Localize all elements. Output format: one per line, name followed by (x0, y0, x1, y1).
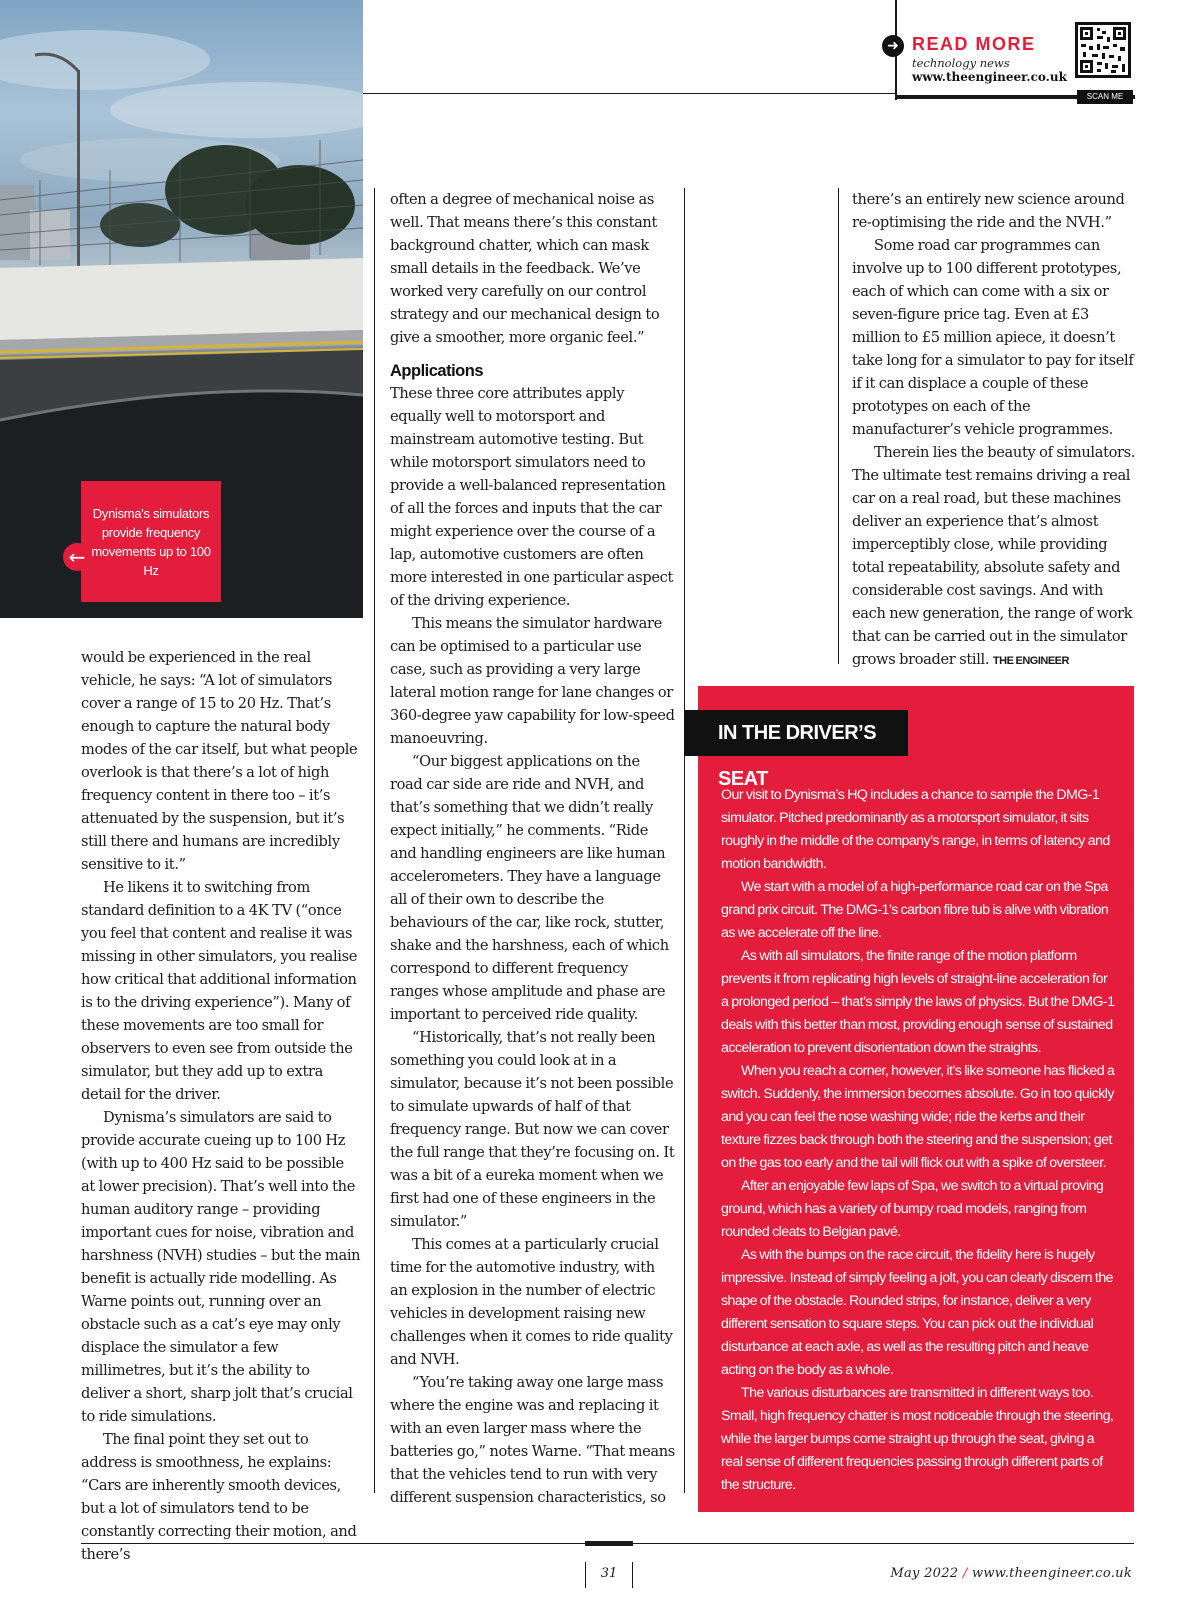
paragraph: “Our biggest applications on the road car side are ride and NVH, and that’s something that we didn’t really expect initially,” he comments. “Ride and handling engineers are like human accelerometers. They have a language all of their own to describe the behaviours of the car, like rock, stutter, shake and the harshness, each of which correspond to different frequency ranges whose amplitude and phase are important to perceived ride quality. (390, 753, 669, 1023)
paragraph (852, 441, 1137, 673)
footer-tab (585, 1541, 633, 1546)
boxout-paragraph: Our visit to Dynisma’s HQ includes a chance to sample the DMG-1 simulator. Pitched predominantly as a motorsport simulator, it sits roughly in the middle of the company’s range, in terms of latency and motion bandwidth. (721, 787, 1110, 872)
paragraph: This comes at a particularly crucial time for the automotive industry, with an explosion in the number of electric vehicles in development raising new challenges when it comes to ride quality and NVH. (390, 1236, 673, 1368)
paragraph: “You’re taking away one large mass where the engine was and replacing it with an even larger mass where the batteries go,” notes Warne. “That means that the vehicles tend to run with very different suspension characteristics, so (390, 1374, 675, 1506)
footer-issue-info (890, 1566, 1132, 1581)
paragraph: These three core attributes apply equally well to motorsport and mainstream automotive testing. But while motorsport simulators need to provide a well-balanced representation of all the forces and inputs that the car might experience over the course of a lap, automotive customers are often more interested in one particular aspect of the driving experience. (390, 385, 674, 609)
issue-date: May 2022 (890, 1566, 959, 1581)
paragraph: there’s an entirely new science around re-optimising the ride and the NVH.” (852, 191, 1125, 231)
photo-caption (81, 481, 221, 602)
boxout-paragraph: As with the bumps on the race circuit, the fidelity here is hugely impressive. Instead of simply feeling a jolt, you can clearly discern the shape of the obstacle. Rounded strips, for instance, deliver a very different sensation to square steps. You can pick out the individual disturbance at each axle, as well as the resulting pitch and heave acting on the body as a whole. (721, 1247, 1114, 1378)
scan-me-label: SCAN ME (1077, 90, 1133, 104)
header-rule (363, 93, 896, 94)
arrow-left-icon: ← (63, 543, 91, 571)
section-subhead: Applications (390, 362, 484, 380)
read-more-subtitle: technology news (912, 56, 1010, 70)
footer-separator: / (962, 1566, 968, 1581)
boxout-paragraph: We start with a model of a high-performance road car on the Spa grand prix circuit. The DMG-1’s carbon fibre tub is alive with vibration as we accelerate off the line. (721, 879, 1109, 941)
column-divider (684, 188, 685, 1493)
paragraph: This means the simulator hardware can be optimised to a particular use case, such as providing a very large lateral motion range for lane changes or 360-degree yaw capability for low-speed manoeuvring. (390, 615, 675, 747)
race-track-photo (0, 0, 363, 618)
page-number: 31 (600, 1566, 618, 1581)
photo-caption-text: Dynisma's simulators provide frequency movements up to 100 Hz (91, 505, 211, 578)
paragraph: “Historically, that’s not really been something you could look at in a simulator, because it’s not been possible to simulate upwards of half of that frequency range. But now we can cover the full range that they’re focusing on. It was a bit of a eureka moment when we first had one of these engineers in the simulator.” (390, 1029, 675, 1230)
paragraph: Dynisma’s simulators are said to provide accurate cueing up to 100 Hz (with up to 400 Hz said to be possible at lower precision). That’s well into the human auditory range – providing important cues for noise, vibration and harshness (NVH) studies – but the main benefit is actually ride modelling. As Warne points out, running over an obstacle such as a cat’s eye may only displace the simulator a few millimetres, but it’s the ability to deliver a short, sharp jolt that’s crucial to ride simulations. (81, 1109, 361, 1425)
paragraph: Some road car programmes can involve up to 100 different prototypes, each of which can come with a six or seven-figure price tag. Even at £3 million to £5 million apiece, it doesn’t take long for a simulator to pay for itself if it can displace a couple of these prototypes on each of the manufacturer’s vehicle programmes. (852, 237, 1134, 438)
article-column-1 (81, 646, 361, 1566)
paragraph: The final point they set out to address is smoothness, he explains: “Cars are inherently smooth devices, but a lot of simulators tend to be constantly correcting their motion, and there’s (81, 1431, 357, 1563)
boxout-paragraph: After an enjoyable few laps of Spa, we switch to a virtual proving ground, which has a variety of bumpy road models, ranging from rounded cleats to Belgian pavé. (721, 1178, 1104, 1240)
column-divider (838, 188, 839, 664)
boxout-title: IN THE DRIVER’S SEAT (684, 710, 908, 756)
paragraph: often a degree of mechanical noise as well. That means there’s this constant background chatter, which can mask small details in the feedback. We’ve worked very carefully on our control strategy and our mechanical design to give a smoother, more organic feel.” (390, 191, 660, 346)
footer-url[interactable]: www.theengineer.co.uk (971, 1566, 1132, 1581)
qr-code-icon[interactable] (1075, 22, 1131, 78)
boxout-body (721, 784, 1117, 1497)
article-column-2 (390, 188, 675, 1509)
boxout-paragraph: The various disturbances are transmitted in different ways too. Small, high frequency chatter is most noticeable through the steering, while the larger bumps come straight up through the seat, giving a real sense of different frequencies passing through different parts of the structure. (721, 1385, 1114, 1493)
paragraph-text: Therein lies the beauty of simulators. The ultimate test remains driving a real car on a real road, but these machines deliver an experience that’s almost imperceptibly close, while providing total repeatability, absolute safety and considerable cost savings. And with each new generation, the range of work that can be carried out in the simulator grows broader still. (852, 444, 1136, 668)
paragraph: would be experienced in the real vehicle, he says: “A lot of simulators cover a range of 15 to 20 Hz. That’s enough to capture the natural body modes of the car itself, but what people overlook is that there’s a lot of high frequency content in there too – it’s attenuated by the suspension, but it’s still there and humans are incredibly sensitive to it.” (81, 649, 358, 873)
read-more-heading: READ MORE (912, 34, 1036, 54)
read-more-link[interactable]: www.theengineer.co.uk (912, 70, 1067, 84)
article-column-3 (852, 188, 1137, 673)
end-logo: THE ENGINEER (992, 655, 1069, 667)
paragraph: He likens it to switching from standard definition to a 4K TV (“once you feel that content and realise it was missing in other simulators, you realise how critical that additional information is to the driving experience”). Many of these movements are too small for observers to even see from outside the simulator, but they add up to extra detail for the driver. (81, 879, 358, 1103)
arrow-right-icon: ➜ (882, 35, 904, 57)
boxout-paragraph: When you reach a corner, however, it’s like someone has flicked a switch. Suddenly, the immersion becomes absolute. Go in too quickly and you can feel the nose washing wide; ride the kerbs and their texture fizzes back through both the steering and the suspension; get on the gas too early and the tail will flick out with a spike of oversteer. (721, 1063, 1115, 1171)
boxout-paragraph: As with all simulators, the finite range of the motion platform prevents it from replicating high levels of straight-line acceleration for a prolonged period – that’s simply the laws of physics. But the DMG-1 deals with this better than most, providing enough sense of sustained acceleration to prevent disorientation down the straights. (721, 948, 1115, 1056)
column-divider (374, 188, 375, 1493)
